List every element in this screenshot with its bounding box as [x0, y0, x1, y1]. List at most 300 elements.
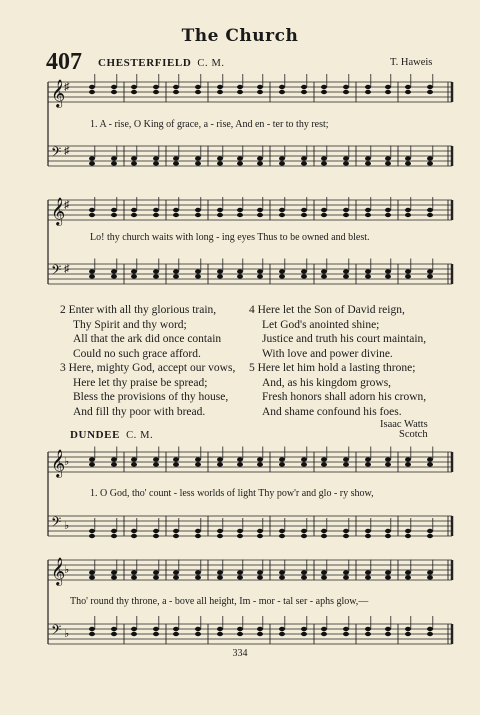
note-head — [173, 161, 179, 165]
note-head — [195, 632, 201, 636]
flat-key-signature: ♭ — [64, 628, 70, 640]
note-head — [427, 156, 433, 160]
note-head — [365, 570, 371, 574]
note-head — [111, 529, 117, 533]
note-head — [217, 457, 223, 461]
note-head — [365, 457, 371, 461]
note-head — [321, 213, 327, 217]
verse-line: Thy Spirit and thy word; — [73, 318, 187, 331]
note-head — [343, 269, 349, 273]
note-head — [131, 156, 137, 160]
note-head — [405, 570, 411, 574]
note-head — [427, 269, 433, 273]
note-head — [343, 156, 349, 160]
note-head — [301, 457, 307, 461]
note-head — [237, 462, 243, 466]
note-head — [385, 274, 391, 278]
note-head — [195, 627, 201, 631]
note-head — [343, 85, 349, 89]
verse-line: And fill thy poor with bread. — [73, 405, 206, 418]
note-head — [237, 627, 243, 631]
note-head — [405, 462, 411, 466]
note-head — [343, 632, 349, 636]
note-head — [301, 627, 307, 631]
note-head — [257, 156, 263, 160]
note-head — [217, 208, 223, 212]
section-title: The Church — [181, 26, 299, 46]
note-head — [173, 208, 179, 212]
note-head — [131, 457, 137, 461]
note-head — [365, 534, 371, 538]
note-head — [173, 457, 179, 461]
note-head — [153, 90, 159, 94]
treble-clef: 𝄞 — [51, 79, 66, 107]
note-head — [343, 457, 349, 461]
note-head — [195, 534, 201, 538]
note-head — [153, 534, 159, 538]
note-head — [427, 90, 433, 94]
note-head — [365, 575, 371, 579]
note-head — [173, 269, 179, 273]
note-head — [301, 570, 307, 574]
note-head — [405, 161, 411, 165]
note-head — [195, 269, 201, 273]
note-head — [111, 156, 117, 160]
note-head — [279, 462, 285, 466]
note-head — [131, 208, 137, 212]
note-head — [217, 534, 223, 538]
note-head — [365, 208, 371, 212]
music-system-1 — [48, 74, 452, 186]
note-head — [153, 632, 159, 636]
note-head — [195, 529, 201, 533]
note-head — [111, 632, 117, 636]
note-head — [153, 156, 159, 160]
note-head — [195, 213, 201, 217]
note-head — [89, 274, 95, 278]
note-head — [427, 85, 433, 89]
note-head — [301, 575, 307, 579]
note-head — [405, 529, 411, 533]
note-head — [257, 274, 263, 278]
note-head — [321, 627, 327, 631]
music-system-3 — [48, 444, 452, 556]
flat-key-signature: ♭ — [64, 564, 70, 576]
note-head — [131, 90, 137, 94]
note-head — [405, 213, 411, 217]
note-head — [343, 213, 349, 217]
bass-clef: 𝄢 — [51, 622, 62, 641]
note-head — [111, 274, 117, 278]
sharp-key-signature: ♯ — [64, 145, 70, 157]
note-head — [195, 85, 201, 89]
verse-2 — [60, 303, 221, 361]
note-head — [365, 90, 371, 94]
note-head — [365, 269, 371, 273]
note-head — [279, 457, 285, 461]
note-head — [279, 213, 285, 217]
lyric-line: Tho' round thy throne, a - bove all height, Im - mor - tal ser - aphs glow,— — [70, 596, 369, 607]
note-head — [89, 161, 95, 165]
note-head — [237, 570, 243, 574]
verse-line: Fresh honors shall adorn his crown, — [262, 391, 427, 403]
lyric-line: Lo! thy church waits with long - ing eyes Thus to be owned and blest. — [90, 232, 370, 243]
note-head — [111, 627, 117, 631]
tune-name-header — [98, 57, 225, 69]
hymn-author: Isaac Watts — [380, 419, 428, 430]
meter: C. M. — [197, 58, 225, 69]
note-head — [427, 161, 433, 165]
note-head — [237, 457, 243, 461]
note-head — [257, 161, 263, 165]
note-head — [257, 90, 263, 94]
note-head — [153, 85, 159, 89]
note-head — [89, 570, 95, 574]
note-head — [217, 156, 223, 160]
note-head — [405, 575, 411, 579]
note-head — [385, 208, 391, 212]
note-head — [131, 462, 137, 466]
note-head — [89, 575, 95, 579]
note-head — [195, 274, 201, 278]
note-head — [427, 534, 433, 538]
note-head — [111, 90, 117, 94]
note-head — [153, 529, 159, 533]
note-head — [153, 575, 159, 579]
note-head — [405, 269, 411, 273]
treble-clef: 𝄞 — [51, 557, 66, 585]
lyric-line: 1. O God, tho' count - less worlds of light Thy pow'r and glo - ry show, — [90, 488, 374, 499]
note-head — [217, 85, 223, 89]
verse-line: With love and power divine. — [262, 347, 393, 360]
note-head — [343, 161, 349, 165]
flat-key-signature: ♭ — [64, 456, 70, 468]
note-head — [237, 90, 243, 94]
note-head — [111, 213, 117, 217]
note-head — [131, 274, 137, 278]
note-head — [257, 534, 263, 538]
verse-line: Bless the provisions of thy house, — [73, 391, 229, 403]
note-head — [427, 208, 433, 212]
note-head — [173, 529, 179, 533]
note-head — [279, 534, 285, 538]
note-head — [321, 208, 327, 212]
note-head — [111, 208, 117, 212]
note-head — [385, 462, 391, 466]
note-head — [111, 575, 117, 579]
note-head — [301, 161, 307, 165]
note-head — [321, 274, 327, 278]
note-head — [405, 274, 411, 278]
note-head — [173, 534, 179, 538]
note-head — [153, 457, 159, 461]
note-head — [195, 575, 201, 579]
note-head — [111, 534, 117, 538]
note-head — [427, 632, 433, 636]
bass-clef: 𝄢 — [51, 514, 62, 533]
note-head — [427, 457, 433, 461]
note-head — [385, 269, 391, 273]
note-head — [217, 161, 223, 165]
note-head — [237, 161, 243, 165]
note-head — [321, 570, 327, 574]
note-head — [195, 462, 201, 466]
note-head — [279, 90, 285, 94]
note-head — [217, 575, 223, 579]
note-head — [195, 208, 201, 212]
note-head — [365, 85, 371, 89]
note-head — [217, 462, 223, 466]
note-head — [257, 575, 263, 579]
note-head — [385, 90, 391, 94]
note-head — [131, 575, 137, 579]
note-head — [279, 570, 285, 574]
note-head — [301, 269, 307, 273]
note-head — [343, 274, 349, 278]
note-head — [427, 462, 433, 466]
note-head — [301, 90, 307, 94]
note-head — [131, 85, 137, 89]
note-head — [173, 627, 179, 631]
note-head — [237, 534, 243, 538]
note-head — [131, 529, 137, 533]
note-head — [385, 85, 391, 89]
note-head — [217, 570, 223, 574]
note-head — [217, 274, 223, 278]
note-head — [279, 156, 285, 160]
note-head — [385, 627, 391, 631]
meter: C. M. — [126, 430, 154, 441]
verse-line: Here let thy praise be spread; — [73, 376, 208, 389]
flat-key-signature: ♭ — [64, 520, 70, 532]
note-head — [131, 213, 137, 217]
note-head — [257, 570, 263, 574]
note-head — [405, 632, 411, 636]
verse-line: 5 Here let him hold a lasting throne; — [249, 362, 416, 374]
note-head — [257, 627, 263, 631]
bass-clef: 𝄢 — [51, 144, 62, 163]
note-head — [343, 529, 349, 533]
bass-clef: 𝄢 — [51, 262, 62, 281]
note-head — [365, 627, 371, 631]
note-head — [89, 534, 95, 538]
note-head — [321, 269, 327, 273]
note-head — [237, 213, 243, 217]
note-head — [153, 213, 159, 217]
note-head — [405, 156, 411, 160]
note-head — [257, 208, 263, 212]
note-head — [217, 269, 223, 273]
note-head — [279, 529, 285, 533]
tune-name-header — [70, 429, 153, 441]
note-head — [365, 462, 371, 466]
note-head — [385, 156, 391, 160]
note-head — [321, 462, 327, 466]
note-head — [365, 161, 371, 165]
note-head — [279, 161, 285, 165]
note-head — [321, 534, 327, 538]
note-head — [217, 90, 223, 94]
note-head — [173, 570, 179, 574]
note-head — [237, 85, 243, 89]
note-head — [321, 457, 327, 461]
note-head — [173, 213, 179, 217]
note-head — [89, 462, 95, 466]
note-head — [237, 274, 243, 278]
note-head — [427, 274, 433, 278]
note-head — [301, 534, 307, 538]
note-head — [301, 213, 307, 217]
verse-5 — [249, 361, 426, 419]
note-head — [89, 269, 95, 273]
sharp-key-signature: ♯ — [64, 263, 70, 275]
note-head — [173, 462, 179, 466]
note-head — [343, 627, 349, 631]
note-head — [279, 632, 285, 636]
note-head — [385, 632, 391, 636]
note-head — [343, 575, 349, 579]
note-head — [237, 529, 243, 533]
note-head — [195, 156, 201, 160]
page-number: 334 — [232, 648, 248, 659]
verse-line: 3 Here, mighty God, accept our vows, — [60, 362, 236, 374]
note-head — [237, 575, 243, 579]
verse-3 — [60, 361, 235, 419]
note-head — [111, 85, 117, 89]
verse-4 — [249, 303, 426, 361]
note-head — [131, 570, 137, 574]
treble-clef: 𝄞 — [51, 449, 66, 477]
note-head — [89, 627, 95, 631]
note-head — [321, 161, 327, 165]
note-head — [257, 85, 263, 89]
note-head — [301, 85, 307, 89]
note-head — [217, 529, 223, 533]
tune-name: DUNDEE — [70, 429, 121, 441]
note-head — [153, 269, 159, 273]
note-head — [321, 575, 327, 579]
note-head — [111, 161, 117, 165]
note-head — [257, 462, 263, 466]
hymn-number: 407 — [46, 49, 82, 75]
verse-line: 4 Here let the Son of David reign, — [249, 304, 405, 316]
composer: T. Haweis — [390, 57, 433, 68]
note-head — [427, 529, 433, 533]
note-head — [279, 627, 285, 631]
sharp-key-signature: ♯ — [64, 199, 70, 211]
note-head — [385, 161, 391, 165]
note-head — [217, 627, 223, 631]
note-head — [195, 90, 201, 94]
note-head — [111, 457, 117, 461]
note-head — [173, 632, 179, 636]
note-head — [257, 269, 263, 273]
note-head — [153, 627, 159, 631]
note-head — [385, 457, 391, 461]
note-head — [405, 208, 411, 212]
note-head — [217, 632, 223, 636]
note-head — [131, 632, 137, 636]
note-head — [111, 269, 117, 273]
note-head — [365, 529, 371, 533]
note-head — [173, 156, 179, 160]
note-head — [321, 90, 327, 94]
tune-name: CHESTERFIELD — [98, 57, 192, 69]
note-head — [279, 208, 285, 212]
note-head — [321, 529, 327, 533]
note-head — [237, 632, 243, 636]
note-head — [153, 208, 159, 212]
note-head — [279, 274, 285, 278]
note-head — [427, 570, 433, 574]
note-head — [301, 208, 307, 212]
note-head — [173, 90, 179, 94]
note-head — [153, 274, 159, 278]
note-head — [173, 274, 179, 278]
note-head — [173, 85, 179, 89]
note-head — [365, 274, 371, 278]
verse-line: And shame confound his foes. — [262, 405, 402, 418]
note-head — [301, 462, 307, 466]
note-head — [405, 90, 411, 94]
note-head — [89, 208, 95, 212]
note-head — [153, 161, 159, 165]
note-head — [89, 529, 95, 533]
note-head — [279, 575, 285, 579]
note-head — [153, 462, 159, 466]
note-head — [343, 534, 349, 538]
note-head — [237, 208, 243, 212]
note-head — [343, 462, 349, 466]
note-head — [365, 213, 371, 217]
note-head — [131, 534, 137, 538]
note-head — [153, 570, 159, 574]
note-head — [343, 90, 349, 94]
note-head — [405, 534, 411, 538]
note-head — [385, 534, 391, 538]
treble-clef: 𝄞 — [51, 197, 66, 225]
note-head — [257, 457, 263, 461]
note-head — [195, 161, 201, 165]
note-head — [237, 269, 243, 273]
note-head — [321, 156, 327, 160]
verse-line: 2 Enter with all thy glorious train, — [60, 304, 217, 316]
note-head — [195, 457, 201, 461]
note-head — [405, 85, 411, 89]
verse-line: Could no such grace afford. — [73, 347, 201, 360]
note-head — [385, 529, 391, 533]
sharp-key-signature: ♯ — [64, 81, 70, 93]
note-head — [385, 575, 391, 579]
note-head — [365, 632, 371, 636]
note-head — [89, 632, 95, 636]
note-head — [427, 213, 433, 217]
note-head — [385, 213, 391, 217]
note-head — [427, 627, 433, 631]
note-head — [89, 156, 95, 160]
note-head — [257, 529, 263, 533]
note-head — [89, 90, 95, 94]
verse-line: And, as his kingdom grows, — [262, 376, 392, 389]
note-head — [173, 575, 179, 579]
note-head — [111, 570, 117, 574]
note-head — [89, 213, 95, 217]
note-head — [131, 269, 137, 273]
note-head — [427, 575, 433, 579]
verse-line: Let God's anointed shine; — [262, 318, 380, 331]
lyric-line: 1. A - rise, O King of grace, a - rise, And en - ter to thy rest; — [90, 119, 329, 130]
note-head — [365, 156, 371, 160]
